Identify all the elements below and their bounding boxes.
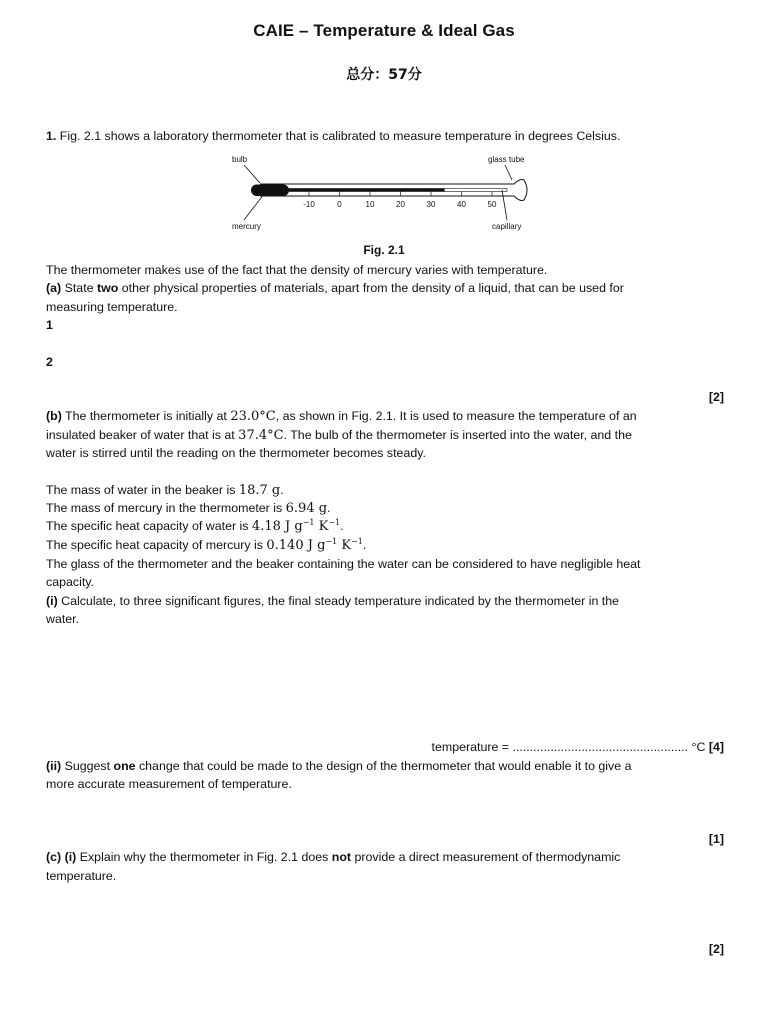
shc-water-value: 4.18 J $g^{-1}$ $K^{-1}$: [251, 518, 341, 534]
scale-tick-label: 50: [487, 200, 497, 209]
page-title: CAIE – Temperature & Ideal Gas: [253, 21, 515, 40]
mass-water-line: The mass of water in the beaker is 18.7 g.: [46, 483, 284, 498]
scale-tick-label: 10: [365, 200, 375, 209]
shc-mercury-text: The specific heat capacity of mercury is: [46, 538, 267, 552]
scale-tick-label: 40: [457, 200, 466, 209]
part-c-text-cont: provide a direct measurement of thermodynamic: [351, 850, 621, 864]
glass-tube-leader: [505, 165, 512, 180]
part-a-label: (a): [46, 281, 62, 295]
part-a-text-cont: other physical properties of materials, apart from the density of a liquid, that can be used for: [118, 281, 624, 295]
label-bulb: bulb: [232, 155, 248, 164]
total-score: 总分：57分: [346, 67, 422, 83]
part-c-label: (c) (i): [46, 850, 77, 864]
glass-statement-1: The glass of the thermometer and the beaker containing the water can be considered to have negligible heat: [46, 557, 641, 571]
shc-water-text: The specific heat capacity of water is: [46, 519, 252, 533]
part-b-text-2-cont: . The bulb of the thermometer is inserted into the water, and the: [283, 428, 632, 442]
glass-statement-2: capacity.: [46, 575, 94, 589]
scale-tick-label: 20: [396, 200, 405, 209]
mass-water-text: The mass of water in the beaker is: [46, 483, 239, 497]
shc-mercury-value: 0.140 J $g^{-1}$ $K^{-1}$: [266, 537, 363, 553]
part-a-line-1: [46, 280, 624, 296]
answer-line-text: temperature = ................................................... °C: [431, 740, 709, 754]
intro-text: Fig. 2.1 shows a laboratory thermometer that is calibrated to measure temperature in degrees Celsius.: [59, 129, 621, 143]
thermometer-figure: [220, 150, 550, 238]
part-b-line-2: [46, 427, 632, 444]
capillary-leader: [502, 190, 507, 220]
part-b-ii-line-2: more accurate measurement of temperature.: [46, 777, 292, 791]
mercury-bulb: [251, 185, 289, 197]
part-b-label: (b): [46, 409, 62, 423]
temperature-answer-line: [432, 739, 724, 755]
part-a-line-2: measuring temperature.: [46, 300, 178, 314]
part-b-ii-marks: [1]: [708, 832, 724, 846]
part-b-i-marks: [4]: [708, 740, 724, 754]
scale-tick-label: -10: [303, 200, 315, 209]
part-c-emphasis: not: [331, 850, 352, 864]
part-b-line-1: [46, 408, 637, 425]
figure-caption: Fig. 2.1: [363, 243, 405, 257]
question-number: 1.: [46, 129, 57, 143]
mass-mercury-text: The mass of mercury in the thermometer is: [46, 501, 286, 515]
part-a-marks: [2]: [708, 390, 724, 404]
mass-mercury-line: The mass of mercury in the thermometer is 6.94 g.: [46, 501, 331, 516]
part-b-i-line-1: [46, 593, 619, 609]
part-a-text: State: [61, 281, 97, 295]
part-c-line-1: [46, 849, 620, 865]
part-c-line-2: temperature.: [46, 869, 117, 883]
shc-mercury-line: The specific heat capacity of mercury is 0.140 J $g^{-1}$ $K^{-1}$.: [46, 537, 367, 553]
part-b-i-line-2: water.: [46, 612, 80, 626]
part-b-i-label: (i): [46, 594, 58, 608]
scale-tick-label: 0: [337, 200, 342, 209]
bulb-leader: [244, 165, 260, 183]
scale-tick-label: 30: [426, 200, 436, 209]
temperature-scale: [303, 192, 497, 210]
part-a-emphasis: two: [96, 281, 119, 295]
label-glass-tube: glass tube: [488, 155, 525, 164]
part-c-text: Explain why the thermometer in Fig. 2.1 does: [76, 850, 332, 864]
part-b-ii-label: (ii): [46, 759, 62, 773]
part-b-text: The thermometer is initially at: [61, 409, 231, 423]
part-b-ii-line-1: [46, 758, 631, 774]
part-b-text-cont: , as shown in Fig. 2.1. It is used to measure the temperature of an: [275, 409, 637, 423]
part-b-ii-text: Suggest: [61, 759, 114, 773]
part-b-i-text: Calculate, to three significant figures, the final steady temperature indicated by the thermometer in the: [57, 594, 620, 608]
part-b-ii-text-cont: change that could be made to the design of the thermometer that would enable it to give a: [135, 759, 632, 773]
initial-temperature: 23.0°C: [230, 409, 276, 424]
water-temperature: 37.4°C: [238, 428, 284, 443]
mercury-density-statement: The thermometer makes use of the fact that the density of mercury varies with temperature.: [46, 263, 548, 277]
part-b-line-3: water is stirred until the reading on the thermometer becomes steady.: [46, 446, 426, 460]
part-b-ii-emphasis: one: [113, 759, 136, 773]
mass-water-value: 18.7 g: [238, 483, 281, 498]
answer-number-1: 1: [46, 318, 53, 332]
shc-water-line: The specific heat capacity of water is 4.18 J $g^{-1}$ $K^{-1}$.: [46, 518, 344, 534]
mercury-column: [285, 189, 445, 192]
question-1-intro: [46, 128, 620, 144]
mass-mercury-value: 6.94 g: [285, 501, 328, 516]
part-b-text-2: insulated beaker of water that is at: [46, 428, 239, 442]
part-c-marks: [2]: [708, 942, 724, 956]
label-capillary: capillary: [492, 222, 522, 231]
mercury-leader: [244, 194, 264, 220]
label-mercury: mercury: [232, 222, 261, 231]
answer-number-2: 2: [46, 355, 53, 369]
